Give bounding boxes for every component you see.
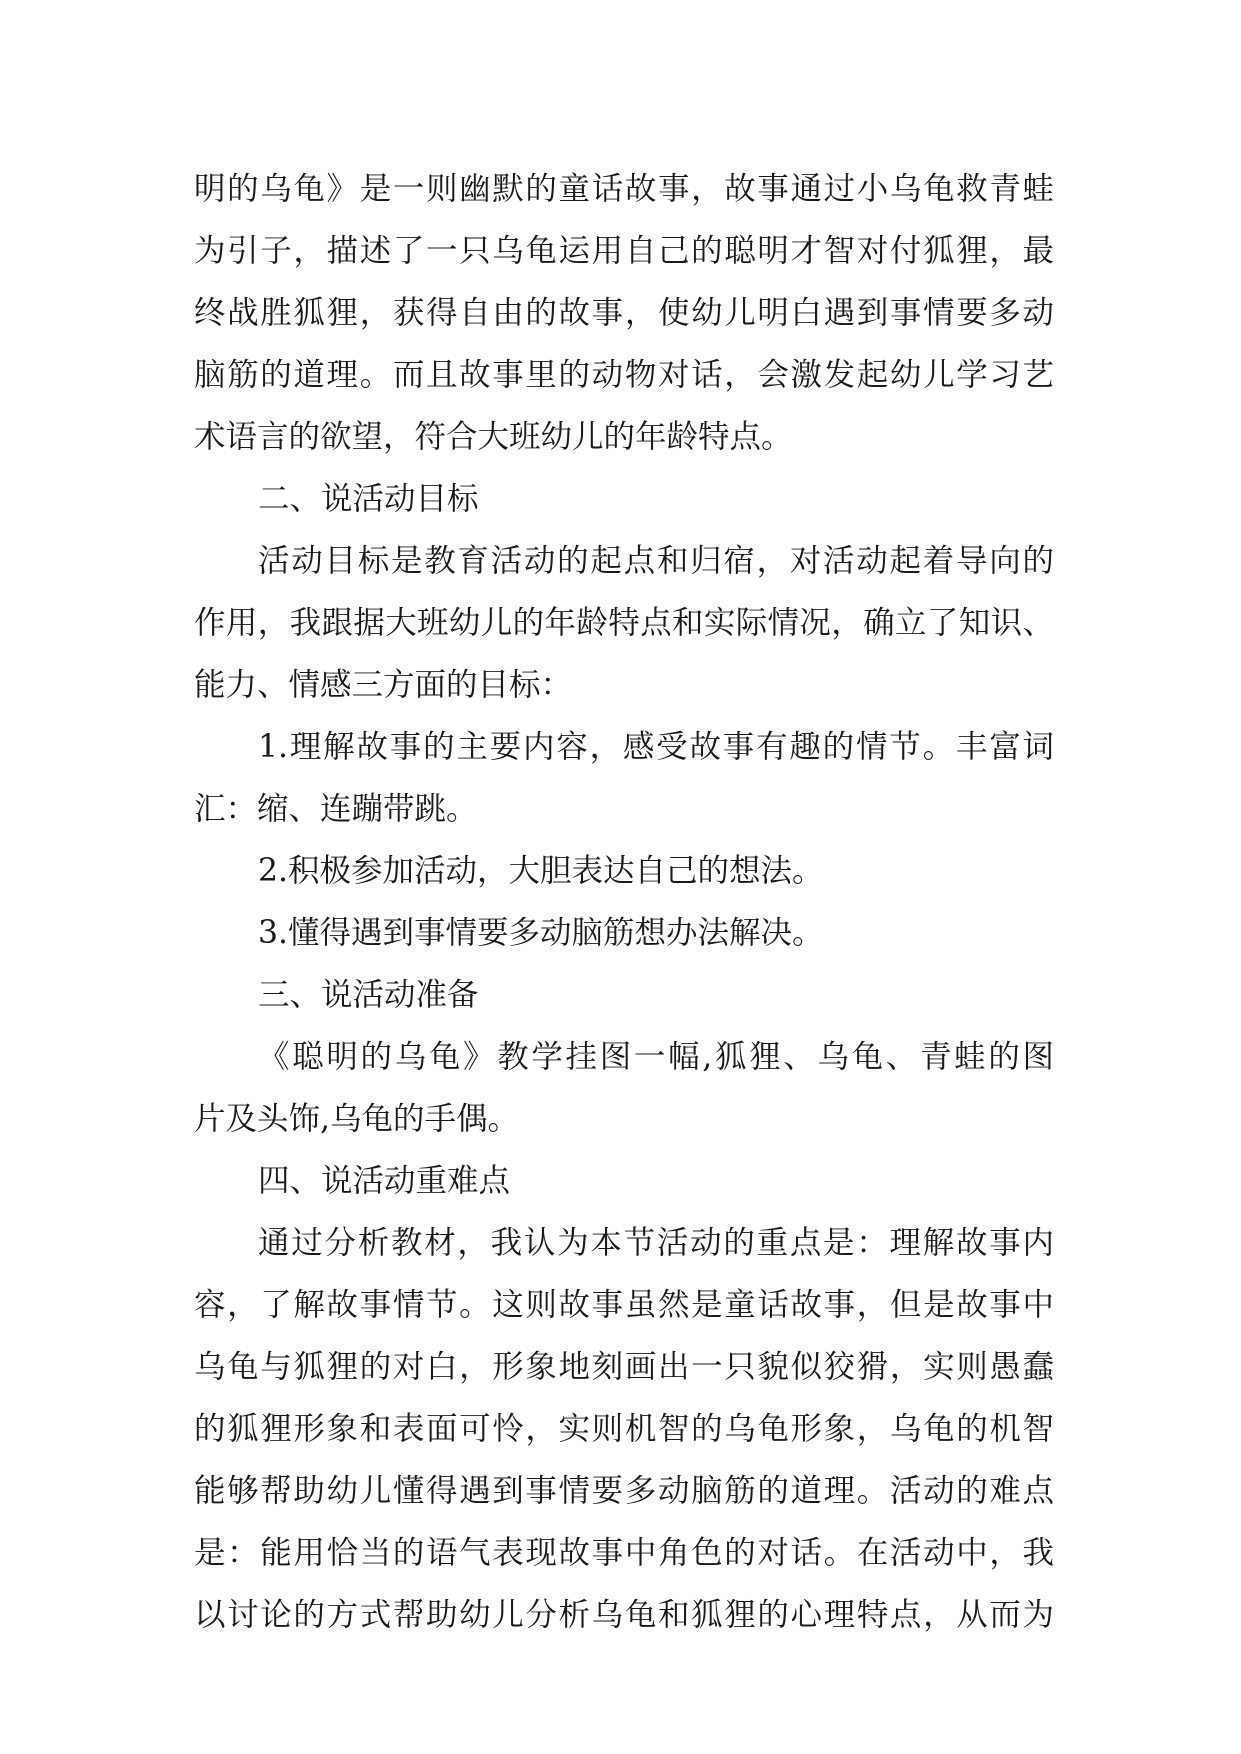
text-line: 四、说活动重难点 <box>258 1163 511 1199</box>
text-line: 《聪明的乌龟》教学挂图一幅,狐狸、乌龟、青蛙的图 <box>258 1039 1054 1075</box>
document-page <box>194 158 1054 1646</box>
text-line: 脑筋的道理。而且故事里的动物对话，会激发起幼儿学习艺 <box>194 357 1054 393</box>
text-line: 1.理解故事的主要内容，感受故事有趣的情节。丰富词 <box>258 729 1054 765</box>
text-line: 三、说活动准备 <box>258 977 479 1013</box>
text-line: 汇：缩、连蹦带跳。 <box>194 791 478 827</box>
text-line: 二、说活动目标 <box>258 481 479 517</box>
text-line: 乌龟与狐狸的对白，形象地刻画出一只貌似狡猾，实则愚蠢 <box>194 1349 1054 1385</box>
text-line: 2.积极参加活动，大胆表达自己的想法。 <box>258 853 824 889</box>
text-line: 能够帮助幼儿懂得遇到事情要多动脑筋的道理。活动的难点 <box>194 1473 1054 1509</box>
text-line: 3.懂得遇到事情要多动脑筋想办法解决。 <box>258 915 824 951</box>
document-body <box>194 158 1054 1646</box>
text-line: 为引子，描述了一只乌龟运用自己的聪明才智对付狐狸，最 <box>194 233 1054 269</box>
text-line: 活动目标是教育活动的起点和归宿，对活动起着导向的 <box>258 543 1054 579</box>
text-line: 明的乌龟》是一则幽默的童话故事，故事通过小乌龟救青蛙 <box>194 171 1054 207</box>
text-line: 通过分析教材，我认为本节活动的重点是：理解故事内 <box>258 1225 1054 1261</box>
text-line: 片及头饰,乌龟的手偶。 <box>194 1101 520 1137</box>
text-line: 终战胜狐狸，获得自由的故事，使幼儿明白遇到事情要多动 <box>194 295 1054 331</box>
text-line: 容，了解故事情节。这则故事虽然是童话故事，但是故事中 <box>194 1287 1054 1323</box>
text-line: 术语言的欲望，符合大班幼儿的年龄特点。 <box>194 419 793 455</box>
text-line: 能力、情感三方面的目标： <box>194 667 573 703</box>
text-line: 的狐狸形象和表面可怜，实则机智的乌龟形象，乌龟的机智 <box>194 1411 1054 1447</box>
text-line: 是：能用恰当的语气表现故事中角色的对话。在活动中，我 <box>194 1535 1054 1571</box>
text-line: 以讨论的方式帮助幼儿分析乌龟和狐狸的心理特点，从而为 <box>194 1597 1054 1633</box>
text-line: 作用，我跟据大班幼儿的年龄特点和实际情况，确立了知识、 <box>194 605 1054 641</box>
